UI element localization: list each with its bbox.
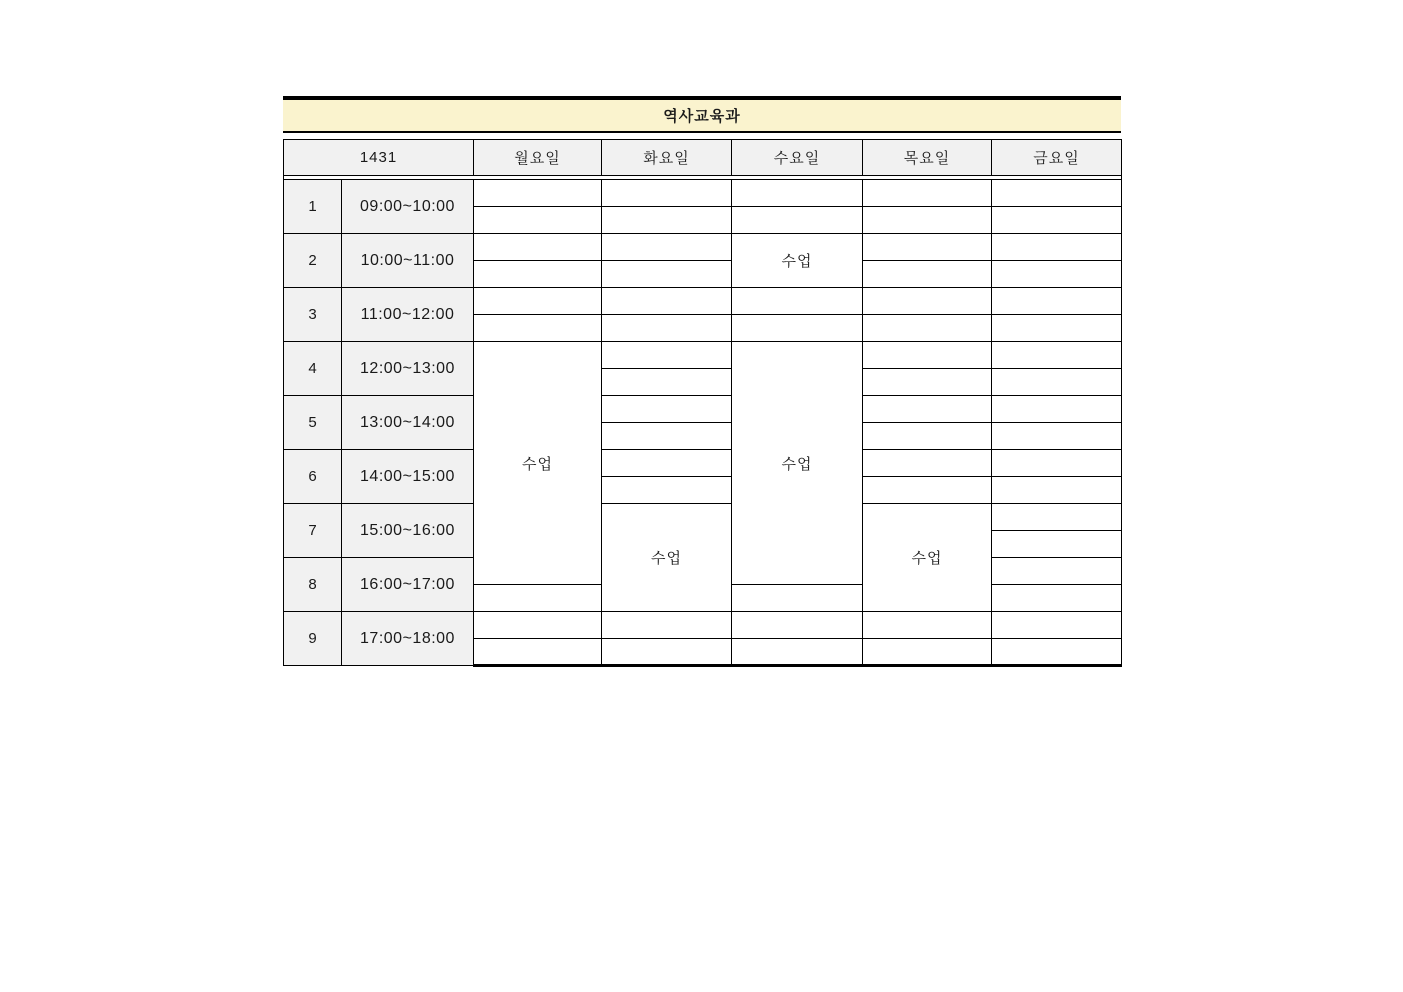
empty-cell <box>992 477 1122 504</box>
class-cell-wednesday-afternoon: 수업 <box>732 342 863 585</box>
empty-cell <box>992 504 1122 531</box>
empty-cell <box>992 585 1122 612</box>
class-cell-thursday: 수업 <box>863 504 992 612</box>
empty-cell <box>602 234 732 261</box>
empty-cell <box>602 369 732 396</box>
empty-cell <box>863 639 992 666</box>
empty-cell <box>992 342 1122 369</box>
timetable-sheet <box>283 96 1121 667</box>
empty-cell <box>732 639 863 666</box>
empty-cell <box>863 261 992 288</box>
empty-cell <box>992 612 1122 639</box>
header-day-thursday: 목요일 <box>863 140 992 176</box>
empty-cell <box>992 288 1122 315</box>
period-time: 11:00~12:00 <box>342 288 474 342</box>
empty-cell <box>602 207 732 234</box>
header-row <box>284 140 1122 176</box>
empty-cell <box>863 288 992 315</box>
empty-cell <box>992 531 1122 558</box>
empty-cell <box>602 180 732 207</box>
class-cell-monday: 수업 <box>474 342 602 585</box>
empty-cell <box>992 450 1122 477</box>
empty-cell <box>732 288 863 315</box>
empty-cell <box>992 207 1122 234</box>
empty-cell <box>992 396 1122 423</box>
table-title-bar <box>283 96 1121 133</box>
empty-cell <box>602 261 732 288</box>
empty-cell <box>992 180 1122 207</box>
empty-cell <box>602 396 732 423</box>
empty-cell <box>732 180 863 207</box>
table-row <box>284 396 1122 423</box>
empty-cell <box>863 369 992 396</box>
period-number: 1 <box>284 180 342 234</box>
empty-cell <box>732 612 863 639</box>
empty-cell <box>602 315 732 342</box>
period-number: 8 <box>284 558 342 612</box>
empty-cell <box>863 396 992 423</box>
empty-cell <box>992 315 1122 342</box>
empty-cell <box>602 342 732 369</box>
empty-cell <box>474 585 602 612</box>
period-number: 6 <box>284 450 342 504</box>
empty-cell <box>992 234 1122 261</box>
table-title: 역사교육과 <box>663 108 741 125</box>
empty-cell <box>992 639 1122 666</box>
empty-cell <box>474 180 602 207</box>
table-row <box>284 180 1122 207</box>
empty-cell <box>863 423 992 450</box>
class-cell-wednesday-morning: 수업 <box>732 234 863 288</box>
header-day-tuesday: 화요일 <box>602 140 732 176</box>
period-number: 7 <box>284 504 342 558</box>
empty-cell <box>863 315 992 342</box>
header-day-wednesday: 수요일 <box>732 140 863 176</box>
empty-cell <box>474 261 602 288</box>
period-number: 5 <box>284 396 342 450</box>
class-cell-tuesday: 수업 <box>602 504 732 612</box>
period-time: 17:00~18:00 <box>342 612 474 666</box>
empty-cell <box>602 612 732 639</box>
empty-cell <box>474 315 602 342</box>
period-number: 2 <box>284 234 342 288</box>
empty-cell <box>863 180 992 207</box>
empty-cell <box>992 261 1122 288</box>
period-time: 09:00~10:00 <box>342 180 474 234</box>
empty-cell <box>474 234 602 261</box>
period-number: 4 <box>284 342 342 396</box>
table-row <box>284 288 1122 315</box>
empty-cell <box>602 288 732 315</box>
empty-cell <box>863 612 992 639</box>
period-number: 9 <box>284 612 342 666</box>
empty-cell <box>732 207 863 234</box>
header-day-friday: 금요일 <box>992 140 1122 176</box>
empty-cell <box>474 207 602 234</box>
table-row <box>284 234 1122 261</box>
empty-cell <box>602 477 732 504</box>
empty-cell <box>602 639 732 666</box>
empty-cell <box>992 423 1122 450</box>
empty-cell <box>732 585 863 612</box>
header-code: 1431 <box>284 140 474 176</box>
empty-cell <box>863 342 992 369</box>
empty-cell <box>474 288 602 315</box>
empty-cell <box>863 450 992 477</box>
header-day-monday: 월요일 <box>474 140 602 176</box>
period-time: 13:00~14:00 <box>342 396 474 450</box>
period-time: 15:00~16:00 <box>342 504 474 558</box>
empty-cell <box>863 207 992 234</box>
empty-cell <box>863 477 992 504</box>
table-row <box>284 612 1122 639</box>
period-time: 16:00~17:00 <box>342 558 474 612</box>
period-time: 10:00~11:00 <box>342 234 474 288</box>
empty-cell <box>732 315 863 342</box>
table-row <box>284 342 1122 369</box>
table-row <box>284 450 1122 477</box>
timetable <box>283 139 1122 667</box>
empty-cell <box>992 558 1122 585</box>
period-time: 12:00~13:00 <box>342 342 474 396</box>
empty-cell <box>602 423 732 450</box>
period-time: 14:00~15:00 <box>342 450 474 504</box>
empty-cell <box>992 369 1122 396</box>
empty-cell <box>602 450 732 477</box>
empty-cell <box>863 234 992 261</box>
period-number: 3 <box>284 288 342 342</box>
empty-cell <box>474 612 602 639</box>
empty-cell <box>474 639 602 666</box>
table-row <box>284 504 1122 531</box>
